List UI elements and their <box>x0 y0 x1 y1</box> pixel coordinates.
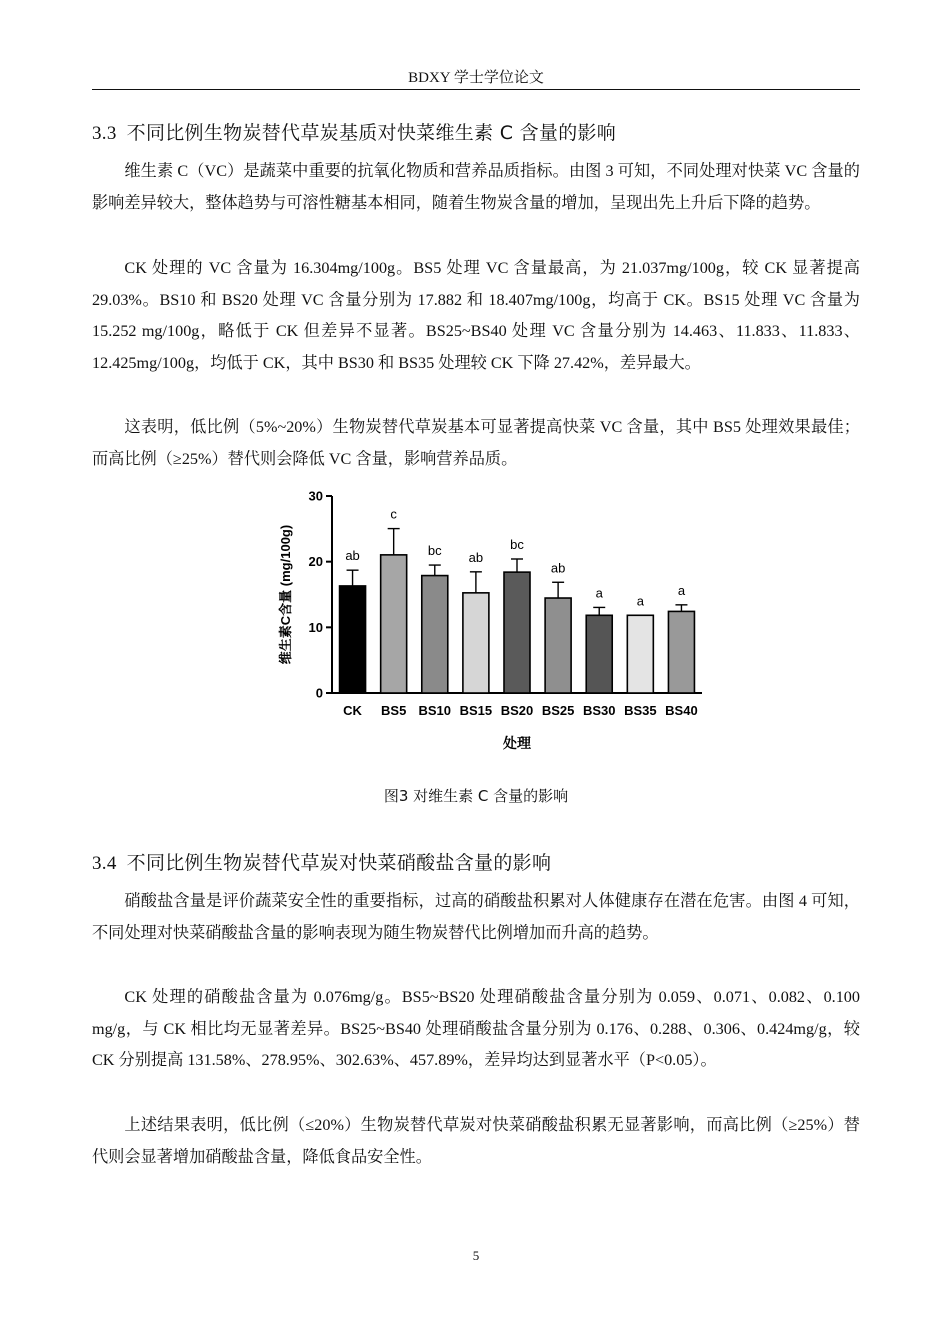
page-number: 5 <box>472 1248 480 1263</box>
x-tick-label-bs25: BS25 <box>541 703 575 718</box>
bar-bs10 <box>422 576 448 693</box>
section-3-4-paragraph-1: 硝酸盐含量是评价蔬菜安全性的重要指标，过高的硝酸盐积累对人体健康存在潜在危害。由图 4 可知，不同处理对快菜硝酸盐含量的影响表现为随生物炭替代比例增加而升高的趋势。 <box>92 892 860 942</box>
x-tick-label-bs40: BS40 <box>665 703 698 718</box>
x-tick-label-ck: CK <box>343 703 362 718</box>
page-header: BDXY 学士学位论文 <box>408 70 544 86</box>
section-3-4-paragraph-2: CK 处理的硝酸盐含量为 0.076mg/g。BS5~BS20 处理硝酸盐含量分别为 0.059、0.071、0.082、0.100 mg/g，与 CK 相比均无显著差异。BS25~BS40 处理硝酸盐含量分别为 0.176、0.288、0.306、0.424mg/g，较 CK 分别提高 131.58%、278.95%、302.63%、457.89%，差异均达到显著水平（P<0.05）。 <box>92 988 860 1069</box>
vitamin-c-bar-chart <box>270 480 710 760</box>
bar-bs5 <box>381 555 407 693</box>
section-3-3-title: 不同比例生物炭替代草炭基质对快菜维生素 C 含量的影响 <box>126 122 617 144</box>
significance-label-bs30: a <box>595 585 603 601</box>
x-tick-label-bs10: BS10 <box>418 703 452 718</box>
x-tick-label-bs20: BS20 <box>500 703 534 718</box>
significance-label-bs25: ab <box>550 560 566 576</box>
bar-bs30 <box>586 615 612 693</box>
section-3-3-paragraph-2: CK 处理的 VC 含量为 16.304mg/100g。BS5 处理 VC 含量最高，为 21.037mg/100g，较 CK 显著提高 29.03%。BS10 和 BS20 处理 VC 含量分别为 17.882 和 18.407mg/100g，均高于 CK。BS15 处理 VC 含量为 15.252 mg/100g，略低于 CK 但差异不显著。BS25~BS40 处理 VC 含量分别为 14.463、11.833、11.833、12.425mg/100g，均低于 CK，其中 BS30 和 BS35 处理较 CK 下降 27.42%，差异最大。 <box>92 259 860 372</box>
significance-label-bs35: a <box>636 593 644 609</box>
bar-bs35 <box>627 615 653 693</box>
x-tick-label-bs5: BS5 <box>381 703 407 718</box>
section-3-3-paragraph-3: 这表明，低比例（5%~20%）生物炭替代草炭基本可显著提高快菜 VC 含量，其中 BS5 处理效果最佳；而高比例（≥25%）替代则会降低 VC 含量，影响营养品质。 <box>92 418 860 468</box>
section-3-4-title: 不同比例生物炭替代草炭对快菜硝酸盐含量的影响 <box>126 852 552 874</box>
y-tick-label: 0 <box>315 685 323 701</box>
y-axis-title: 维生素C含量 (mg/100g) <box>278 524 293 665</box>
header-rule <box>92 89 860 90</box>
section-3-4-paragraph-3: 上述结果表明，低比例（≤20%）生物炭替代草炭对快菜硝酸盐积累无显著影响，而高比例（≥25%）替代则会显著增加硝酸盐含量，降低食品安全性。 <box>92 1116 860 1166</box>
bar-bs25 <box>545 598 571 693</box>
significance-label-ck: ab <box>345 548 360 564</box>
bar-ck <box>340 586 366 693</box>
section-3-3-number: 3.3 <box>92 123 117 144</box>
x-tick-label-bs30: BS30 <box>582 703 616 718</box>
section-3-4-heading <box>92 848 551 875</box>
significance-label-bs40: a <box>677 582 686 598</box>
significance-label-bs20: bc <box>510 536 524 552</box>
section-3-3-heading <box>92 118 616 145</box>
y-tick-label: 20 <box>308 554 323 570</box>
y-tick-label: 10 <box>308 619 323 635</box>
significance-label-bs15: ab <box>468 549 484 565</box>
bar-bs20 <box>504 572 530 693</box>
section-3-4-number: 3.4 <box>92 853 117 874</box>
x-tick-label-bs15: BS15 <box>459 703 493 718</box>
x-tick-label-bs35: BS35 <box>624 703 657 718</box>
section-3-3-paragraph-1: 维生素 C（VC）是蔬菜中重要的抗氧化物质和营养品质指标。由图 3 可知，不同处理对快菜 VC 含量的影响差异较大，整体趋势与可溶性糖基本相同，随着生物炭含量的增加，呈现出先上升后下降的趋势。 <box>92 162 860 212</box>
figure-caption: 图3 对维生素 C 含量的影响 <box>383 787 569 805</box>
y-tick-label: 30 <box>308 488 323 504</box>
bar-bs15 <box>463 593 489 693</box>
bar-bs40 <box>668 611 694 693</box>
x-axis-title: 处理 <box>503 735 531 751</box>
significance-label-bs5: c <box>390 506 397 522</box>
significance-label-bs10: bc <box>427 543 442 559</box>
